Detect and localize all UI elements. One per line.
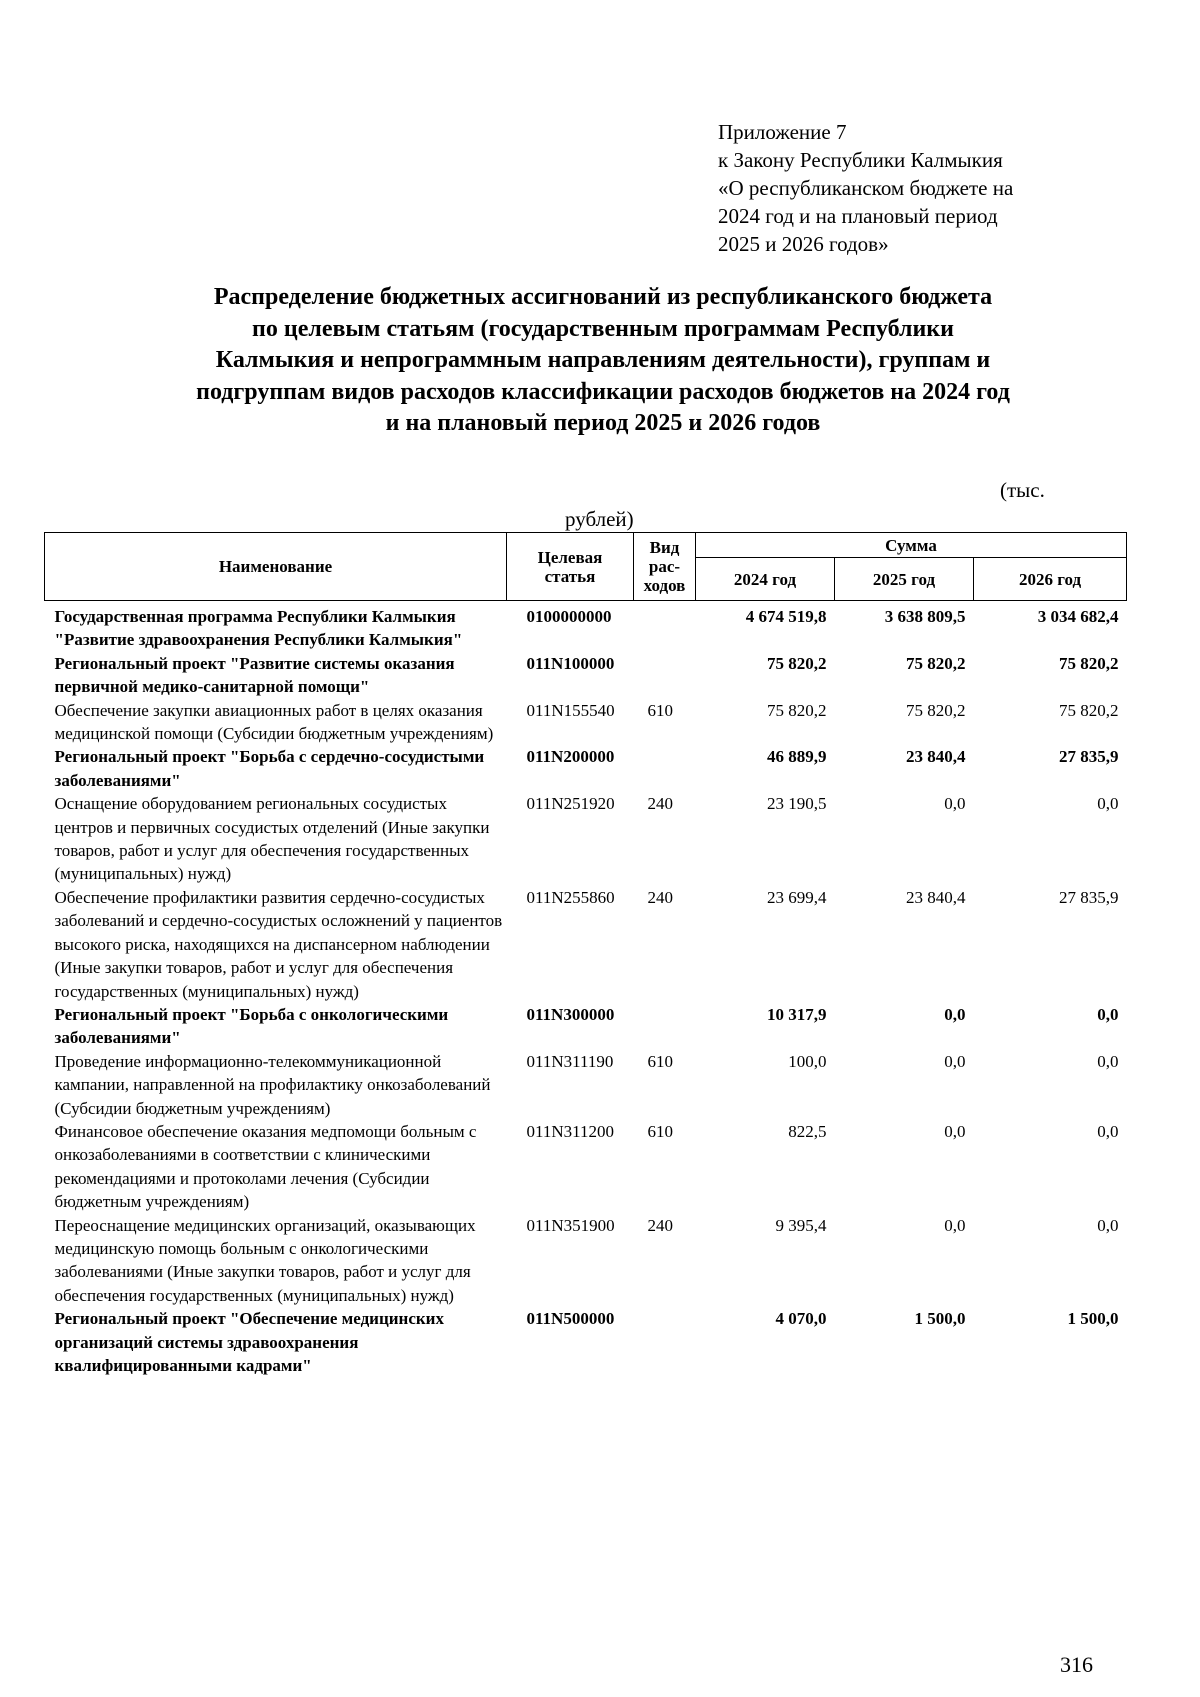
row-2024-cell: 23 190,5 <box>767 794 827 814</box>
row-2026-cell: 27 835,9 <box>1059 887 1119 907</box>
table-row <box>45 699 1127 746</box>
table-row <box>45 745 1127 792</box>
row-target-article-cell: 011N200000 <box>526 747 615 767</box>
row-target-article-cell: 011N311200 <box>526 1121 615 1141</box>
row-2025-cell: 0,0 <box>944 1215 966 1235</box>
row-2025-cell: 0,0 <box>944 1051 966 1071</box>
row-name-cell: Обеспечение профилактики развития сердечно-сосудистых заболеваний и сердечно-сосудистых осложнений у пациентов высокого риска, находящихся на диспансерном наблюдении (Иные закупки товаров, работ и услуг для обеспечения государственных (муниципальных) нужд) <box>54 887 503 1001</box>
appendix-line: 2024 год и на плановый период <box>718 204 998 228</box>
row-expense-kind-cell: 240 <box>647 794 673 814</box>
table-body <box>45 601 1127 1378</box>
page-number: 316 <box>1060 1652 1093 1677</box>
row-2026-cell: 0,0 <box>1097 1051 1119 1071</box>
row-name-cell: Оснащение оборудованием региональных сосудистых центров и первичных сосудистых отделений (Иные закупки товаров, работ и услуг для обеспечения государственных (муниципальных) нужд) <box>54 794 490 884</box>
row-2026-cell: 0,0 <box>1097 1215 1119 1235</box>
row-2026-cell: 3 034 682,4 <box>1037 607 1119 626</box>
row-2025-cell: 23 840,4 <box>906 887 966 907</box>
row-expense-kind-cell: 610 <box>647 1051 673 1071</box>
table-row <box>45 1307 1127 1377</box>
row-2024-cell: 10 317,9 <box>767 1004 827 1024</box>
row-target-article-cell: 011N500000 <box>526 1309 615 1329</box>
row-expense-kind-cell: 240 <box>647 887 673 907</box>
table-row <box>45 792 1127 886</box>
table-row <box>45 1120 1127 1214</box>
table-row <box>45 601 1127 652</box>
row-name-cell: Региональный проект "Борьба с онкологическими заболеваниями" <box>54 1004 449 1048</box>
row-name-cell: Государственная программа Республики Калмыкия "Развитие здравоохранения Республики Калмыкия" <box>54 607 463 650</box>
title-line: и на плановый период 2025 и 2026 годов <box>385 410 821 436</box>
header-2025: 2025 год <box>835 558 974 601</box>
row-2026-cell: 75 820,2 <box>1059 700 1119 720</box>
units-label-part2: рублей) <box>565 507 634 531</box>
header-2026: 2026 год <box>974 558 1127 601</box>
row-expense-kind-cell <box>634 1003 696 1050</box>
title-line: Калмыкия и непрограммным направлениям деятельности), группам и <box>215 347 991 373</box>
row-2024-cell: 46 889,9 <box>767 747 827 767</box>
row-2024-cell: 75 820,2 <box>767 653 827 673</box>
appendix-line: 2025 и 2026 годов» <box>718 232 889 256</box>
row-2024-cell: 4 070,0 <box>775 1309 827 1329</box>
row-2024-cell: 100,0 <box>788 1051 827 1071</box>
appendix-block <box>718 118 1158 258</box>
document-title <box>60 282 1146 440</box>
row-expense-kind-cell <box>634 1307 696 1377</box>
row-2024-cell: 75 820,2 <box>767 700 827 720</box>
row-name-cell: Региональный проект "Борьба с сердечно-сосудистыми заболеваниями" <box>54 747 485 790</box>
header-sum: Сумма <box>696 533 1127 558</box>
row-expense-kind-cell: 610 <box>647 1121 673 1141</box>
budget-table <box>44 532 1127 1377</box>
row-name-cell: Переоснащение медицинских организаций, оказывающих медицинскую помощь больным с онкологическими заболеваниями (Иные закупки товаров, работ и услуг для обеспечения государственных (муниципальных) нужд) <box>54 1215 476 1305</box>
title-line: подгруппам видов расходов классификации расходов бюджетов на 2024 год <box>196 378 1010 405</box>
table-row <box>45 652 1127 699</box>
row-2026-cell: 0,0 <box>1097 1121 1119 1141</box>
row-expense-kind-cell: 610 <box>647 700 673 720</box>
row-2025-cell: 0,0 <box>944 1004 966 1024</box>
row-name-cell: Обеспечение закупки авиационных работ в целях оказания медицинской помощи (Субсидии бюджетным учреждениям) <box>54 700 494 744</box>
table-row <box>45 886 1127 1003</box>
table-row <box>45 1050 1127 1120</box>
row-2024-cell: 9 395,4 <box>775 1215 827 1235</box>
row-expense-kind-cell <box>634 601 696 652</box>
table-row <box>45 1003 1127 1050</box>
row-target-article-cell: 011N311190 <box>526 1051 614 1071</box>
row-expense-kind-cell <box>634 745 696 792</box>
row-target-article-cell: 0100000000 <box>526 607 612 626</box>
row-target-article-cell: 011N351900 <box>526 1215 615 1235</box>
header-expense-kind: Вид рас-ходов <box>634 533 696 601</box>
title-line: Распределение бюджетных ассигнований из республиканского бюджета <box>213 284 993 310</box>
row-2025-cell: 75 820,2 <box>906 700 966 720</box>
row-expense-kind-cell <box>634 652 696 699</box>
appendix-line: к Закону Республики Калмыкия <box>718 148 1003 172</box>
row-2025-cell: 1 500,0 <box>914 1309 966 1329</box>
title-line: по целевым статьям (государственным программам Республики <box>252 315 954 342</box>
row-2024-cell: 23 699,4 <box>767 887 827 907</box>
row-expense-kind-cell: 240 <box>647 1215 673 1235</box>
row-2026-cell: 75 820,2 <box>1059 653 1119 673</box>
row-2026-cell: 27 835,9 <box>1059 747 1119 767</box>
header-name: Наименование <box>45 533 507 601</box>
appendix-line: «О республиканском бюджете на <box>718 176 1014 200</box>
row-name-cell: Финансовое обеспечение оказания медпомощи больным с онкозаболеваниями в соответствии с клиническими рекомендациями и протоколами лечения (Субсидии бюджетным учреждениям) <box>54 1121 477 1212</box>
row-target-article-cell: 011N300000 <box>526 1004 615 1024</box>
row-2025-cell: 23 840,4 <box>906 747 966 767</box>
row-target-article-cell: 011N100000 <box>526 653 615 673</box>
row-target-article-cell: 011N255860 <box>526 887 615 907</box>
row-target-article-cell: 011N155540 <box>526 700 615 720</box>
header-2024: 2024 год <box>696 558 835 601</box>
row-2024-cell: 822,5 <box>788 1121 827 1141</box>
row-name-cell: Проведение информационно-телекоммуникационной кампании, направленной на профилактику онкозаболеваний (Субсидии бюджетным учреждениям) <box>54 1051 491 1118</box>
row-target-article-cell: 011N251920 <box>526 794 615 814</box>
row-2026-cell: 1 500,0 <box>1067 1309 1119 1329</box>
row-2025-cell: 75 820,2 <box>906 653 966 673</box>
row-2025-cell: 3 638 809,5 <box>884 607 966 626</box>
units-label-part1: (тыс. <box>1000 478 1045 502</box>
header-target-article: Целевая статья <box>507 533 634 601</box>
row-name-cell: Региональный проект "Развитие системы оказания первичной медико-санитарной помощи" <box>54 653 455 697</box>
row-2026-cell: 0,0 <box>1097 794 1119 814</box>
row-2025-cell: 0,0 <box>944 794 966 814</box>
row-2024-cell: 4 674 519,8 <box>745 607 827 626</box>
appendix-line: Приложение 7 <box>718 120 847 144</box>
row-name-cell: Региональный проект "Обеспечение медицинских организаций системы здравоохранения квалифицированными кадрами" <box>54 1309 444 1375</box>
row-2026-cell: 0,0 <box>1097 1004 1119 1024</box>
table-row <box>45 1214 1127 1308</box>
row-2025-cell: 0,0 <box>944 1121 966 1141</box>
